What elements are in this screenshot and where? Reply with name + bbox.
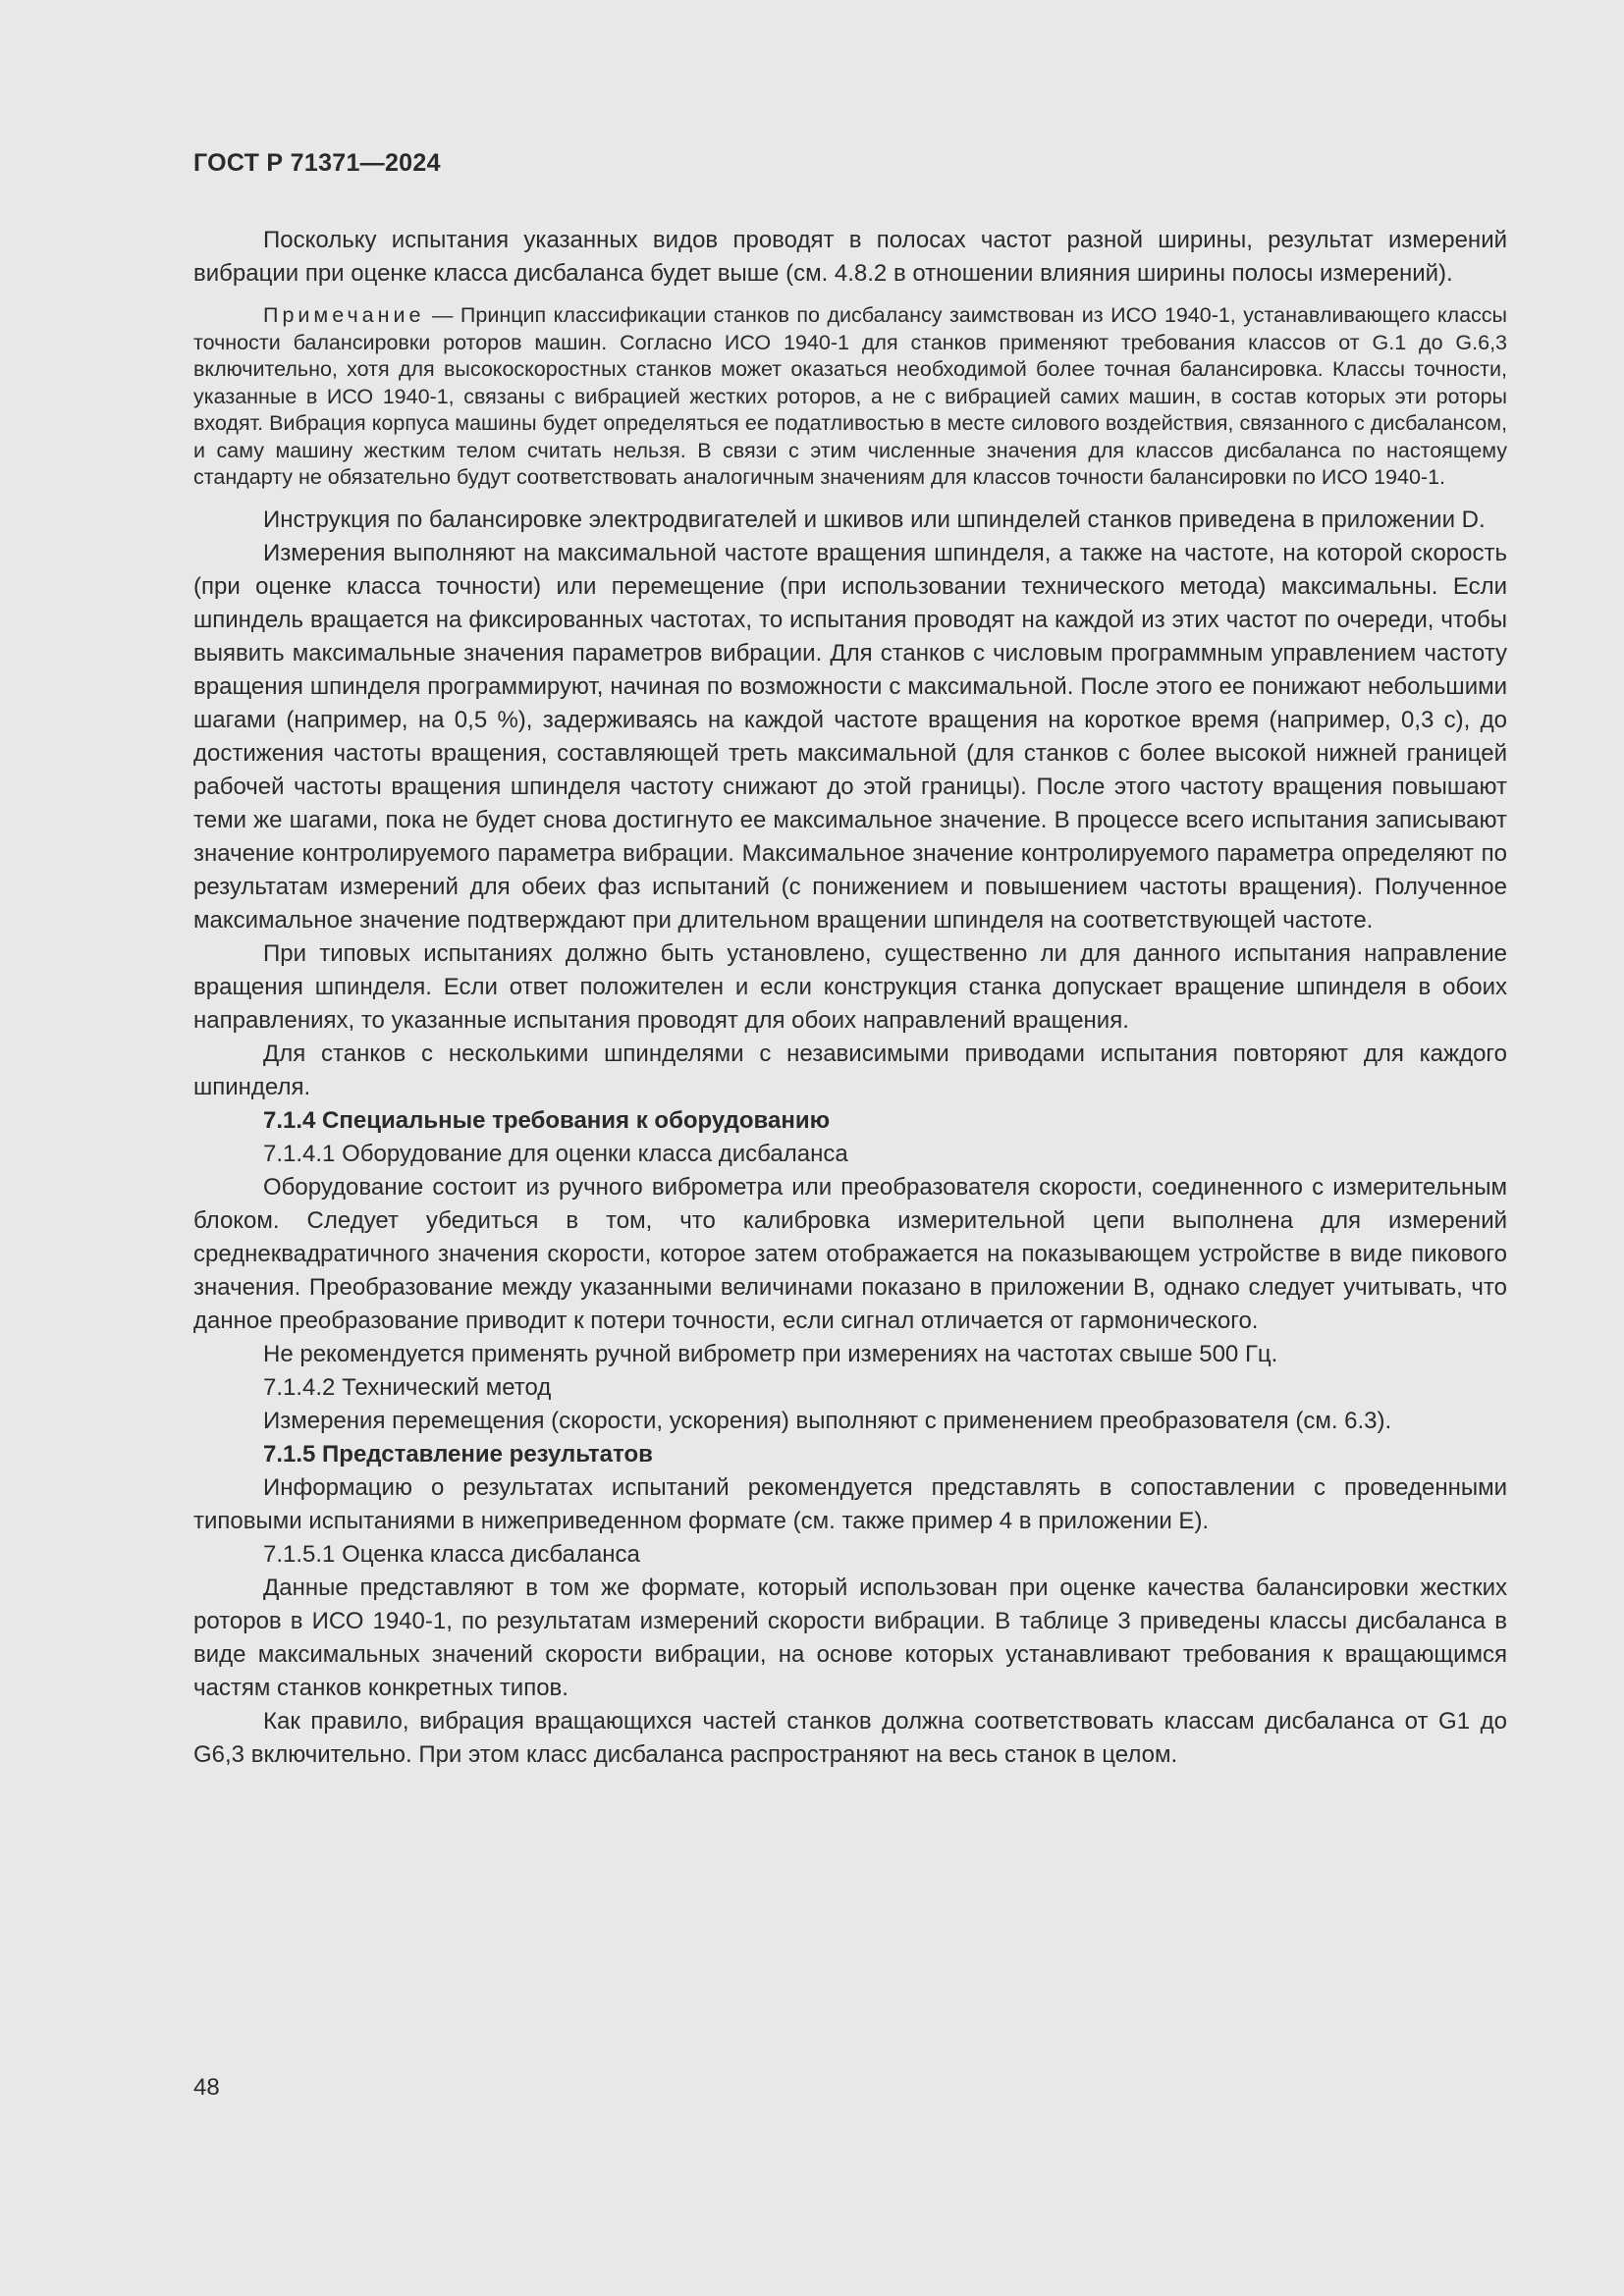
subsection-heading-7-1-5-1: 7.1.5.1 Оценка класса дисбаланса (263, 1540, 640, 1568)
note (193, 302, 1507, 492)
paragraph: Для станков с несколькими шпинделями с независимыми приводами испытания повторяют для каждого шпинделя. (193, 1040, 1507, 1100)
paragraph: Измерения перемещения (скорости, ускорения) выполняют с применением преобразователя (см. 6.3). (263, 1407, 1392, 1434)
subsection-heading-7-1-4-1: 7.1.4.1 Оборудование для оценки класса дисбаланса (263, 1140, 848, 1167)
paragraph: Инструкция по балансировке электродвигателей и шкивов или шпинделей станков приведена в приложении D. (263, 506, 1486, 533)
document-code-header: ГОСТ Р 71371—2024 (193, 149, 441, 177)
paragraph: Измерения выполняют на максимальной частоте вращения шпинделя, а также на частоте, на которой скорость (при оценке класса точности) или перемещение (при использовании технического метода) максимальны. Если шпиндель вращается на фиксированных частотах, то испытания проводят на каждой из этих частот по очереди, чтобы выявить максимальные значения параметров вибрации. Для станков с числовым программным управлением частоту вращения шпинделя программируют, начиная по возможности с максимальной. После этого ее понижают небольшими шагами (например, на 0,5 %), задерживаясь на каждой частоте вращения на короткое время (например, 0,3 с), до достижения частоты вращения, составляющей треть максимальной (для станков с более высокой нижней границей рабочей частоты вращения шпинделя частоту снижают до этой границы). После этого частоту вращения повышают теми же шагами, пока не будет снова достигнуто ее максимальное значение. В процессе всего испытания записывают значение контролируемого параметра вибрации. Максимальное значение контролируемого параметра определяют по результатам измерений для обеих фаз испытаний (с понижением и повышением частоты вращения). Полученное максимальное значение подтверждают при длительном вращении шпинделя на соответствующей частоте. (193, 539, 1507, 934)
note-text: — Принцип классификации станков по дисбалансу заимствован из ИСО 1940-1, устанавливающего классы точности балансировки роторов машин. Согласно ИСО 1940-1 для станков применяют требования классов от G.1 до G.6,3 включительно, хотя для высокоскоростных станков может оказаться необходимой более точная балансировка. Классы точности, указанные в ИСО 1940-1, связаны с вибрацией жестких роторов, а не с вибрацией самих машин, в состав которых эти роторы входят. Вибрация корпуса машины будет определяться ее податливостью в месте силового воздействия, связанного с дисбалансом, и саму машину жестким телом считать нельзя. В связи с этим численные значения для классов дисбаланса по настоящему стандарту не обязательно будут соответствовать аналогичным значениям для классов точности балансировки по ИСО 1940-1. (193, 303, 1507, 489)
page-number: 48 (193, 2074, 220, 2101)
paragraph: Поскольку испытания указанных видов проводят в полосах частот разной ширины, результат измерений вибрации при оценке класса дисбаланса будет выше (см. 4.8.2 в отношении влияния ширины полосы измерений). (193, 227, 1507, 287)
paragraph: Как правило, вибрация вращающихся частей станков должна соответствовать классам дисбаланса от G1 до G6,3 включительно. При этом класс дисбаланса распространяют на весь станок в целом. (193, 1707, 1507, 1768)
section-heading-7-1-4: 7.1.4 Специальные требования к оборудованию (263, 1106, 831, 1134)
page-body (193, 224, 1507, 1772)
paragraph: Информацию о результатах испытаний рекомендуется представлять в сопоставлении с проведенными типовыми испытаниями в нижеприведенном формате (см. также пример 4 в приложении E). (193, 1473, 1507, 1534)
paragraph: При типовых испытаниях должно быть установлено, существенно ли для данного испытания направление вращения шпинделя. Если ответ положителен и если конструкция станка допускает вращение шпинделя в обоих направлениях, то указанные испытания проводят для обоих направлений вращения. (193, 939, 1507, 1034)
note-label: Примечание (263, 303, 425, 327)
section-heading-7-1-5: 7.1.5 Представление результатов (263, 1440, 653, 1468)
paragraph: Оборудование состоит из ручного виброметра или преобразователя скорости, соединенного с измерительным блоком. Следует убедиться в том, что калибровка измерительной цепи выполнена для измерений среднеквадратичного значения скорости, которое затем отображается на показывающем устройстве в виде пикового значения. Преобразование между указанными величинами показано в приложении В, однако следует учитывать, что данное преобразование приводит к потери точности, если сигнал отличается от гармонического. (193, 1173, 1507, 1334)
paragraph: Не рекомендуется применять ручной виброметр при измерениях на частотах свыше 500 Гц. (263, 1340, 1278, 1367)
subsection-heading-7-1-4-2: 7.1.4.2 Технический метод (263, 1373, 552, 1401)
paragraph: Данные представляют в том же формате, который использован при оценке качества балансировки жестких роторов в ИСО 1940-1, по результатам измерений скорости вибрации. В таблице 3 приведены классы дисбаланса в виде максимальных значений скорости вибрации, на основе которых устанавливают требования к вращающимся частям станков конкретных типов. (193, 1574, 1507, 1701)
